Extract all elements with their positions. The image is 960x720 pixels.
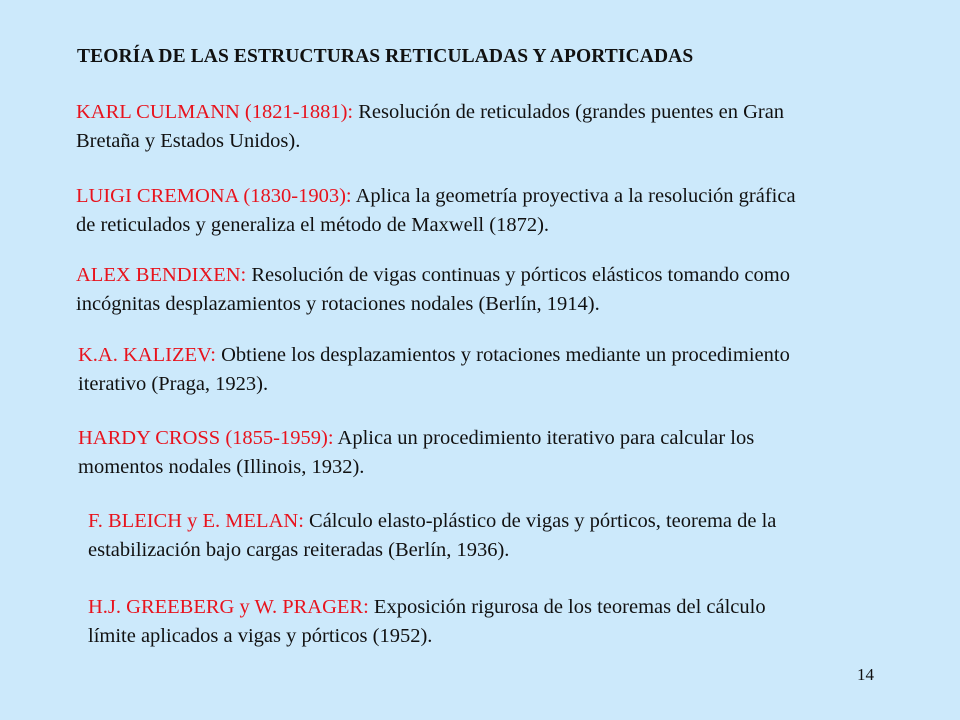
entry-separator: : [240, 264, 247, 286]
slide-title: TEORÍA DE LAS ESTRUCTURAS RETICULADAS Y APORTICADAS [77, 46, 694, 67]
entry-name: K.A. KALIZEV [78, 344, 211, 366]
entry-text-line1: Resolución de reticulados (grandes puentes en Gran [353, 101, 785, 123]
entry-name: H.J. GREEBERG y W. PRAGER [88, 596, 364, 618]
entry-text-line1: Aplica la geometría proyectiva a la resolución gráfica [351, 185, 796, 207]
entry-greeberg-prager [88, 593, 766, 651]
entry-name: HARDY CROSS (1855-1959) [78, 427, 328, 449]
entry-text-line2: incógnitas desplazamientos y rotaciones nodales (Berlín, 1914). [76, 293, 600, 315]
entry-cremona [76, 182, 796, 240]
entry-cross [78, 424, 754, 482]
entry-text-line1: Obtiene los desplazamientos y rotaciones mediante un procedimiento [215, 344, 790, 366]
entry-text-line1: Resolución de vigas continuas y pórticos elásticos tomando como [246, 264, 790, 286]
entry-text-line1: Exposición rigurosa de los teoremas del cálculo [368, 596, 766, 618]
entry-name: LUIGI CREMONA (1830-1903) [76, 185, 346, 207]
entry-text-line2: estabilización bajo cargas reiteradas (Berlín, 1936). [88, 539, 510, 561]
entry-text-line2: Bretaña y Estados Unidos). [76, 130, 301, 152]
entry-text-line1: Cálculo elasto-plástico de vigas y pórticos, teorema de la [303, 510, 777, 532]
entry-bleich-melan [88, 507, 776, 565]
entry-name: ALEX BENDIXEN [76, 264, 241, 286]
entry-separator: : [345, 185, 352, 207]
entry-separator: : [210, 344, 216, 366]
entry-name: F. BLEICH y E. MELAN [88, 510, 299, 532]
entry-culmann [76, 98, 784, 156]
entry-separator: : [347, 101, 354, 123]
entry-bendixen [76, 261, 790, 319]
page-number: 14 [857, 665, 874, 684]
entry-text-line2: límite aplicados a vigas y pórticos (1952). [88, 625, 433, 647]
entry-text-line2: iterativo (Praga, 1923). [78, 373, 269, 395]
entry-text-line2: de reticulados y generaliza el método de Maxwell (1872). [76, 214, 550, 236]
entry-separator: : [327, 427, 334, 449]
entry-text-line2: momentos nodales (Illinois, 1932). [78, 456, 365, 478]
entry-name: KARL CULMANN (1821-1881) [76, 101, 348, 123]
entry-kalizev [78, 341, 790, 399]
entry-separator: : [363, 596, 369, 618]
entry-separator: : [298, 510, 304, 532]
entry-text-line1: Aplica un procedimiento iterativo para calcular los [333, 427, 755, 449]
